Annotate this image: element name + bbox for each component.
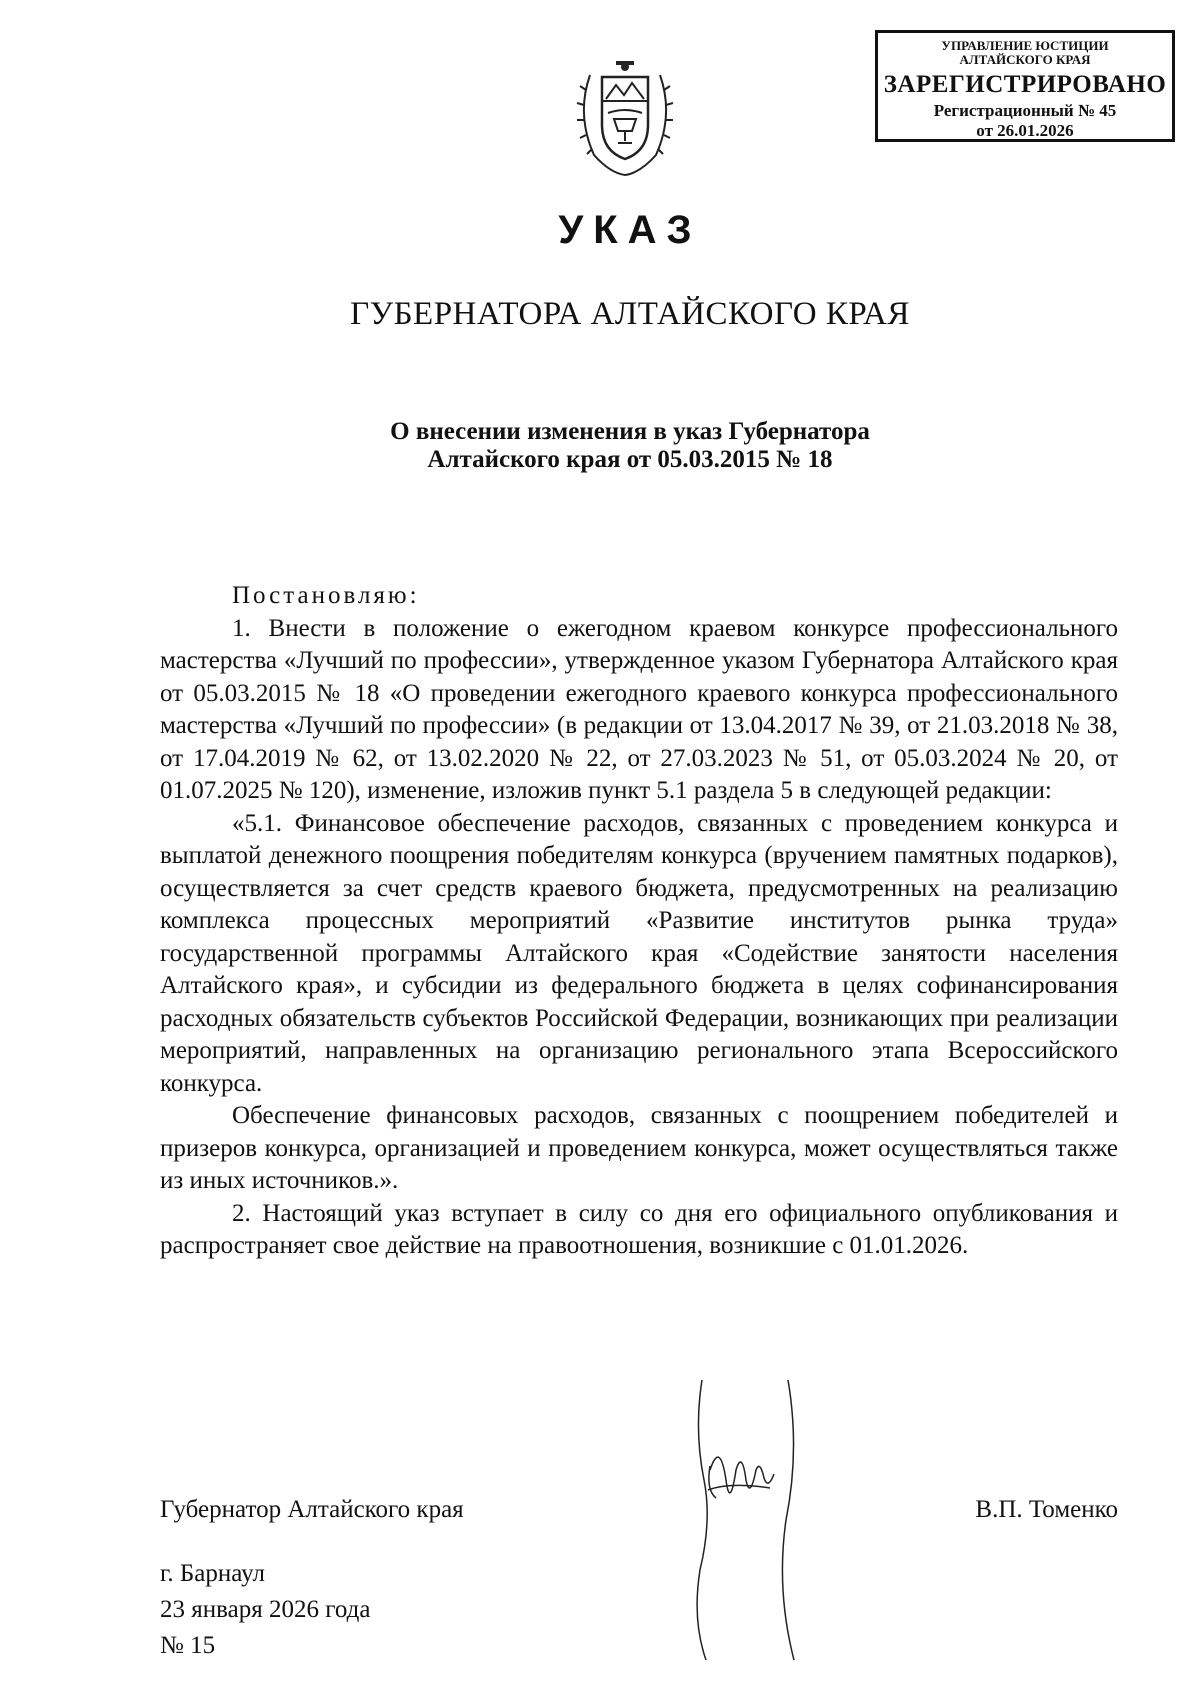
stamp-registration-number: Регистрационный № 45 xyxy=(933,101,1117,120)
registration-stamp xyxy=(875,30,1175,142)
stamp-organization xyxy=(878,39,1172,67)
stamp-org-line2: АЛТАЙСКОГО КРАЯ xyxy=(959,52,1091,67)
signatory-position: Губернатор Алтайского края xyxy=(160,1496,464,1523)
heading-line2: Алтайского края от 05.03.2015 № 18 xyxy=(427,446,833,473)
document-body xyxy=(160,580,1118,1263)
paragraph-5-1: «5.1. Финансовое обеспечение расходов, связанных с проведением конкурса и выплатой денежного поощрения победителям конкурса (вручением памятных подарков), осуществляется за счет средств краевого бюджета, предусмотренных на реализацию комплекса процессных мероприятий «Развитие институтов рынка труда» государственной программы Алтайского края «Содействие занятости населения Алтайского края», и субсидии из федерального бюджета в целях софинансирования расходных обязательств субъектов Российской Федерации, возникающих при реализации мероприятий, направленных на организацию регионального этапа Всероссийского конкурса. xyxy=(160,809,1118,1097)
document-issuer: ГУБЕРНАТОРА АЛТАЙСКОГО КРАЯ xyxy=(350,296,910,332)
document-heading xyxy=(0,418,1200,474)
decree-number: № 15 xyxy=(160,1632,216,1659)
decree-word: Постановляю: xyxy=(232,582,420,609)
stamp-org-line1: УПРАВЛЕНИЕ ЮСТИЦИИ xyxy=(941,38,1109,53)
heading-line1: О внесении изменения в указ Губернатора xyxy=(390,418,870,445)
paragraph-1: 1. Внести в положение о ежегодном краевом конкурсе профессионального мастерства «Лучший по профессии», утвержденное указом Губернатора Алтайского края от 05.03.2015 № 18 «О проведении ежегодного краевого конкурса профессионального мастерства «Лучший по профессии» (в редакции от 13.04.2017 № 39, от 21.03.2018 № 38, от 17.04.2019 № 62, от 13.02.2020 № 22, от 27.03.2023 № 51, от 05.03.2024 № 20, от 01.07.2025 № 120), изменение, изложив пункт 5.1 раздела 5 в следующей редакции: xyxy=(160,614,1118,804)
handwritten-signature xyxy=(690,1370,840,1670)
place-date-number xyxy=(160,1556,370,1664)
paragraph-financing: Обеспечение финансовых расходов, связанных с поощрением победителей и призеров конкурса, организацией и проведением конкурса, может осуществляться также из иных источников.». xyxy=(160,1102,1118,1194)
signatory-name: В.П. Томенко xyxy=(975,1496,1118,1523)
stamp-date: от 26.01.2026 xyxy=(976,121,1074,140)
paragraph-2: 2. Настоящий указ вступает в силу со дня его официального опубликования и распространяет свое действие на правоотношения, возникшие с 01.01.2026. xyxy=(160,1199,1118,1259)
city: г. Барнаул xyxy=(160,1560,265,1587)
issue-date: 23 января 2026 года xyxy=(160,1596,371,1623)
altai-krai-coat-of-arms-icon xyxy=(572,55,678,179)
document-type: УКАЗ xyxy=(558,208,702,252)
stamp-status: ЗАРЕГИСТРИРОВАНО xyxy=(883,71,1167,98)
